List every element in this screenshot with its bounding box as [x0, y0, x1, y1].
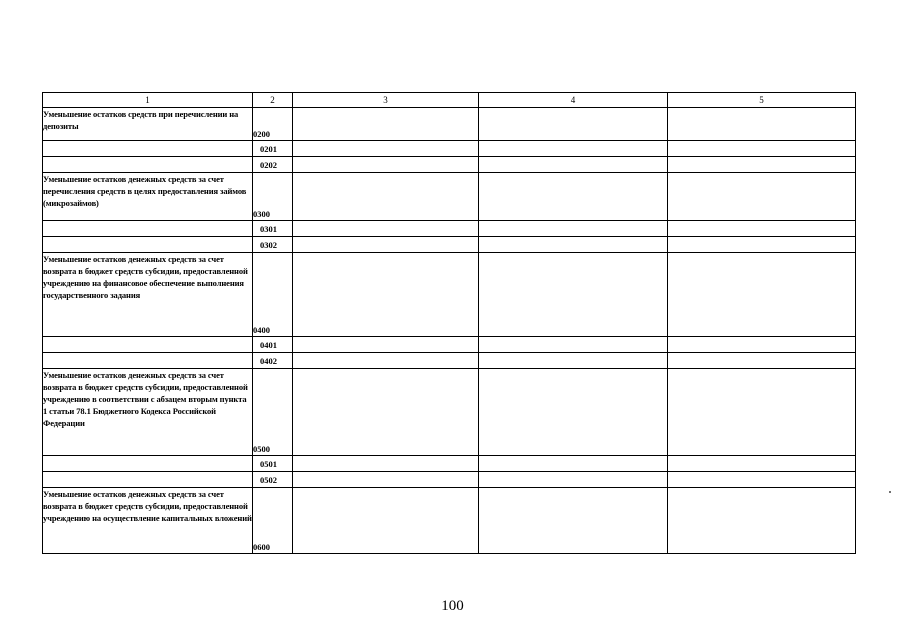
row-cell-col3: [293, 141, 479, 157]
row-code: 0300: [253, 173, 293, 221]
row-label: [43, 337, 253, 353]
row-cell-col3: [293, 108, 479, 141]
row-code: 0600: [253, 488, 293, 554]
row-cell-col5: [668, 253, 856, 337]
row-cell-col5: [668, 456, 856, 472]
header-col-1: 1: [43, 93, 253, 108]
table-row: [43, 337, 856, 353]
row-cell-col5: [668, 141, 856, 157]
row-cell-col5: [668, 472, 856, 488]
row-label: [43, 456, 253, 472]
table-row: [43, 253, 856, 337]
row-cell-col4: [479, 353, 668, 369]
row-label: [43, 353, 253, 369]
row-cell-col3: [293, 157, 479, 173]
report-table: [42, 92, 856, 554]
row-label: [43, 221, 253, 237]
table-row: [43, 237, 856, 253]
table-row: [43, 221, 856, 237]
table-row: [43, 108, 856, 141]
header-col-2: 2: [253, 93, 293, 108]
header-col-5: 5: [668, 93, 856, 108]
row-label: [43, 157, 253, 173]
row-cell-col5: [668, 173, 856, 221]
row-cell-col3: [293, 237, 479, 253]
table-row: [43, 488, 856, 554]
row-code: 0402: [253, 353, 293, 369]
row-code: 0501: [253, 456, 293, 472]
row-cell-col3: [293, 253, 479, 337]
row-label: Уменьшение остатков денежных средств за счет перечисления средств в целях предоставления займов (микрозаймов): [43, 173, 253, 221]
row-label: Уменьшение остатков денежных средств за счет возврата в бюджет средств субсидии, предоставленной учреждению на осуществление капитальных вложений: [43, 488, 253, 554]
row-label: [43, 472, 253, 488]
row-code: 0200: [253, 108, 293, 141]
table-row: [43, 353, 856, 369]
row-cell-col3: [293, 221, 479, 237]
table-row: [43, 173, 856, 221]
row-cell-col5: [668, 237, 856, 253]
row-cell-col5: [668, 488, 856, 554]
header-col-4: 4: [479, 93, 668, 108]
row-cell-col4: [479, 488, 668, 554]
row-cell-col4: [479, 472, 668, 488]
row-cell-col5: [668, 157, 856, 173]
header-row: [43, 93, 856, 108]
row-cell-col4: [479, 173, 668, 221]
row-code: 0500: [253, 369, 293, 456]
row-code: 0401: [253, 337, 293, 353]
row-label: Уменьшение остатков денежных средств за счет возврата в бюджет средств субсидии, предоставленной учреждению в соответствии с абзацем вторым пункта 1 статьи 78.1 Бюджетного Кодекса Российской Федерации: [43, 369, 253, 456]
row-label: Уменьшение остатков средств при перечислении на депозиты: [43, 108, 253, 141]
row-code: 0301: [253, 221, 293, 237]
row-cell-col3: [293, 488, 479, 554]
row-cell-col5: [668, 221, 856, 237]
row-cell-col4: [479, 456, 668, 472]
row-cell-col3: [293, 369, 479, 456]
row-cell-col4: [479, 237, 668, 253]
row-code: 0202: [253, 157, 293, 173]
table-row: [43, 472, 856, 488]
row-cell-col4: [479, 253, 668, 337]
row-cell-col4: [479, 221, 668, 237]
table-row: [43, 369, 856, 456]
row-cell-col4: [479, 369, 668, 456]
row-cell-col3: [293, 173, 479, 221]
row-cell-col5: [668, 369, 856, 456]
row-cell-col5: [668, 353, 856, 369]
row-label: Уменьшение остатков денежных средств за счет возврата в бюджет средств субсидии, предоставленной учреждению на финансовое обеспечение выполнения государственного задания: [43, 253, 253, 337]
table-row: [43, 141, 856, 157]
table-row: [43, 456, 856, 472]
row-cell-col3: [293, 456, 479, 472]
row-code: 0201: [253, 141, 293, 157]
page-number: 100: [441, 598, 464, 614]
row-code: 0400: [253, 253, 293, 337]
header-col-3: 3: [293, 93, 479, 108]
row-cell-col3: [293, 472, 479, 488]
row-cell-col3: [293, 337, 479, 353]
row-cell-col5: [668, 108, 856, 141]
row-label: [43, 141, 253, 157]
row-cell-col4: [479, 108, 668, 141]
row-cell-col4: [479, 141, 668, 157]
row-cell-col5: [668, 337, 856, 353]
row-label: [43, 237, 253, 253]
row-cell-col4: [479, 337, 668, 353]
scan-speck: [889, 491, 891, 493]
table-row: [43, 157, 856, 173]
row-code: 0502: [253, 472, 293, 488]
row-cell-col3: [293, 353, 479, 369]
row-cell-col4: [479, 157, 668, 173]
row-code: 0302: [253, 237, 293, 253]
